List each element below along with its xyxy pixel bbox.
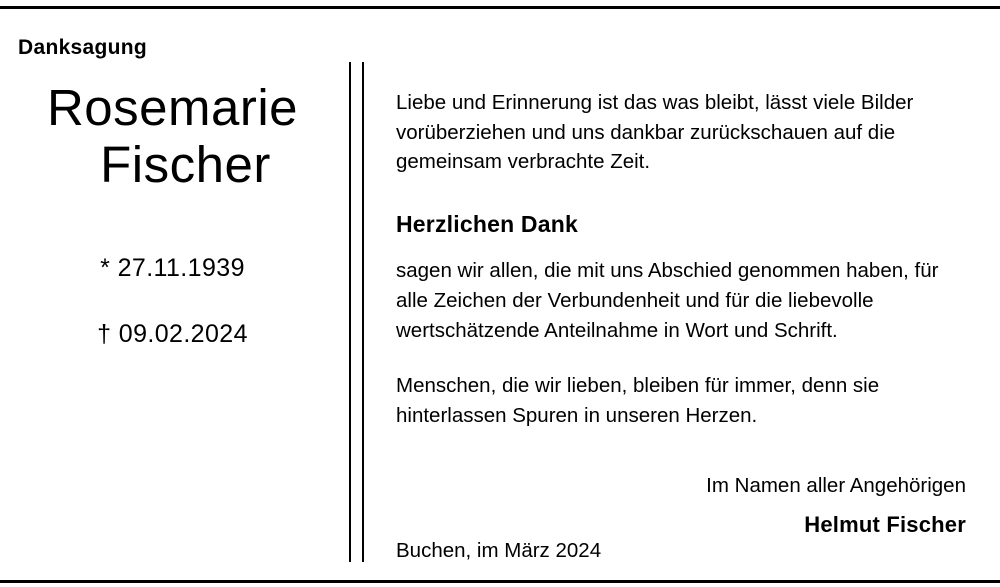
thanks-heading: Herzlichen Dank — [396, 211, 578, 238]
vertical-divider-left — [349, 62, 351, 562]
death-date: † 09.02.2024 — [97, 320, 248, 349]
signature-name: Helmut Fischer — [804, 511, 966, 537]
bottom-rule — [0, 580, 1000, 583]
closing-verse-paragraph: Menschen, die wir lieben, bleiben für immer, denn sie hinterlassen Spuren in unseren Herzen. — [396, 374, 880, 428]
on-behalf-line: Im Namen aller Angehörigen — [706, 473, 966, 497]
deceased-last-name: Fischer — [100, 136, 271, 194]
thanks-body-paragraph: sagen wir allen, die mit uns Abschied genommen haben, für alle Zeichen der Verbundenheit und für die liebevolle wertschätzende Anteilnahme in Wort und Schrift. — [396, 259, 939, 342]
deceased-panel — [0, 80, 345, 349]
memorial-text-panel — [396, 88, 966, 538]
deceased-first-name: Rosemarie — [46, 79, 299, 136]
birth-date: * 27.11.1939 — [100, 254, 245, 283]
place-and-date: Buchen, im März 2024 — [396, 539, 602, 562]
top-rule — [0, 6, 1000, 9]
notice-kicker: Danksagung — [18, 36, 148, 59]
closing-block — [396, 471, 966, 538]
vertical-divider-right — [362, 62, 364, 562]
intro-paragraph: Liebe und Erinnerung ist das was bleibt, lässt viele Bilder vorüberziehen und uns dankbar zurückschauen auf die gemeinsam verbrachte Zeit. — [396, 91, 914, 174]
life-dates — [0, 253, 345, 349]
